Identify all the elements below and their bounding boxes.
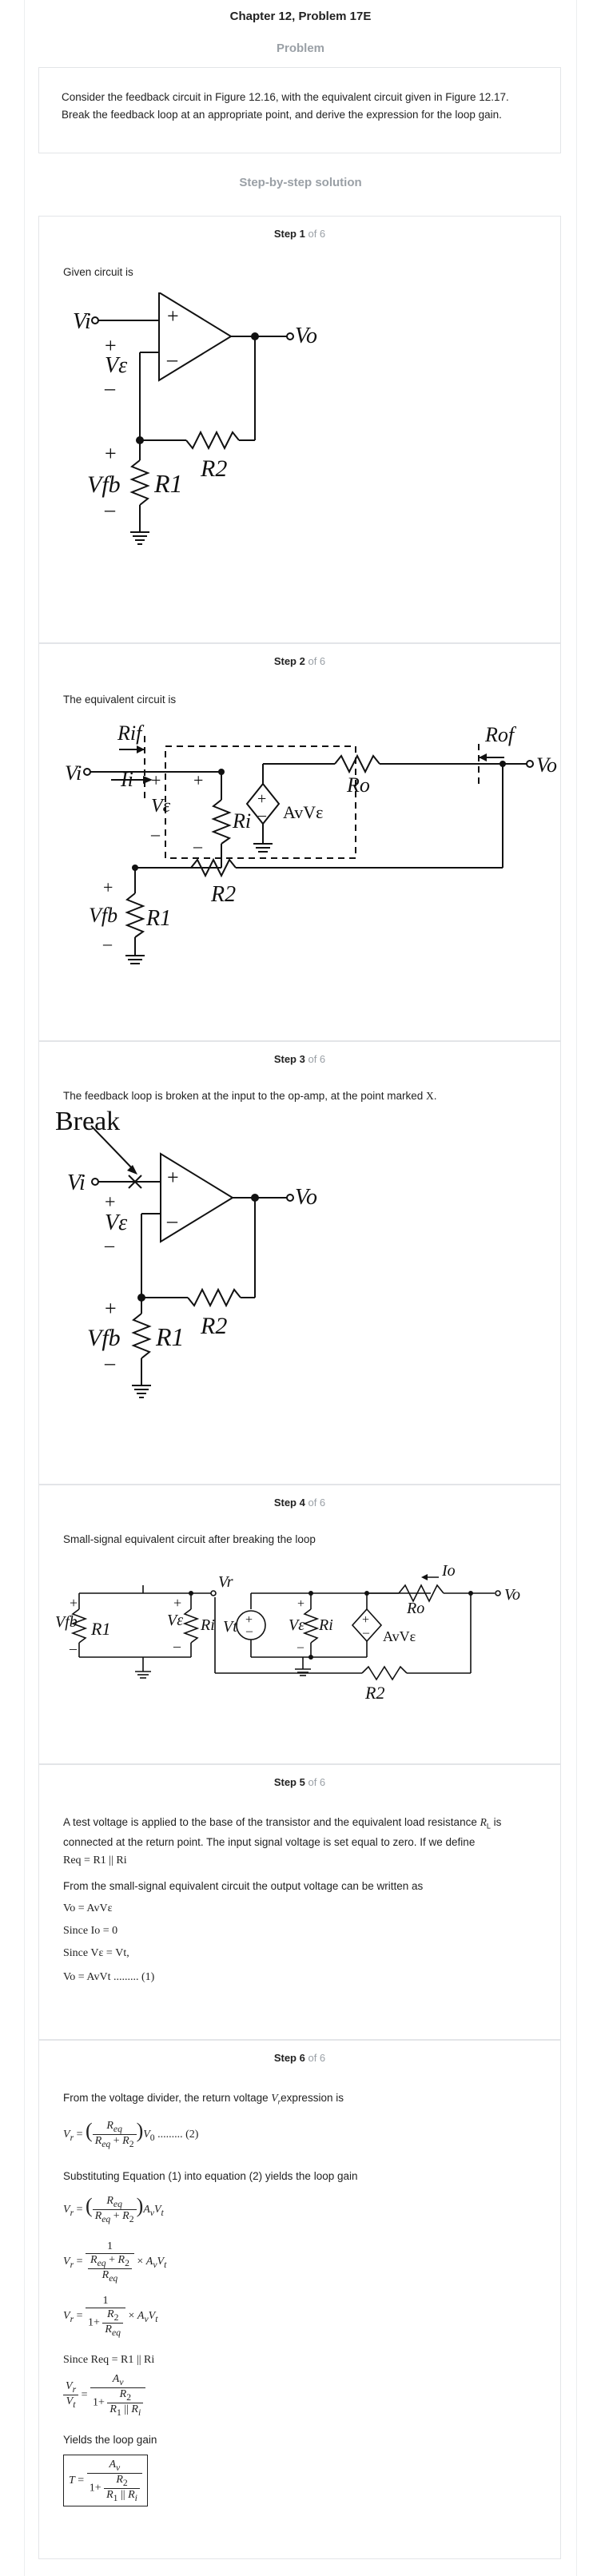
ve-minus-2: –: [151, 824, 160, 844]
avve-label: AvVε: [283, 802, 324, 822]
vfb-plus: +: [105, 442, 117, 465]
ri-label-4: Ri: [201, 1616, 215, 1634]
vo-label-3: Vo: [295, 1185, 317, 1210]
vi-label-3: Vi: [67, 1171, 86, 1195]
step-3-heading: Step 3 of 6: [273, 1053, 326, 1065]
vt-minus: –: [246, 1624, 253, 1638]
step-6-heading: Step 6 of 6: [273, 2052, 326, 2064]
step-3-circuit: [55, 1106, 375, 1457]
step-6-card: [38, 2040, 561, 2559]
step-1-text: Given circuit is: [63, 266, 133, 278]
vr-label: Vr: [218, 1573, 233, 1591]
step-5-text-2: From the small-signal equivalent circuit the output voltage can be written as: [63, 1880, 424, 1892]
step-6-text-1: From the voltage divider, the return voltage $V_rexpression$ is: [63, 2092, 344, 2106]
ve-minus: –: [105, 376, 115, 400]
problem-heading: Problem: [276, 42, 324, 55]
r2-label: R2: [201, 455, 228, 482]
step-4-heading: Step 4 of 6: [273, 1497, 326, 1509]
vo-label-4: Vo: [504, 1586, 520, 1604]
step-6-eq-6: T = $A_v$ 1+ $\frac{R_2}{R_1 || R_i}$: [63, 2455, 148, 2506]
vfb-plus-2: +: [103, 877, 113, 897]
step-5-heading: Step 5 of 6: [273, 1776, 326, 1788]
problem-card: [38, 67, 561, 153]
step-5-eq-5: Vo = AvVt ......... (1): [63, 1971, 155, 1983]
vt-plus: +: [245, 1613, 253, 1627]
step-6-eq-2: $V_r$ = ( $\frac{R_{eq}}{R_{eq} + R_2}$ )$A_vV_t$: [63, 2194, 164, 2225]
step-6-eq-3: $V_r$ = $\frac{1}{\frac{R_{eq} + R_2}{R_{eq}}}$ × $A_vV_t$: [63, 2240, 167, 2284]
r2-label-2: R2: [211, 882, 237, 907]
step-1-heading: Step 1 of 6: [273, 228, 326, 240]
vfb-minus-3: –: [105, 1351, 115, 1374]
r1-label-2: R1: [146, 906, 172, 931]
step-5-eq-3: Since Io = 0: [63, 1925, 118, 1937]
ve-label-2: Vε: [151, 796, 171, 817]
vfb-minus-4: –: [70, 1640, 77, 1656]
vfb-label: Vfb: [87, 471, 121, 498]
step-2-circuit: [47, 716, 559, 1036]
step-1-circuit: [55, 292, 375, 628]
opamp-minus: –: [167, 348, 177, 371]
vi-label: Vi: [73, 309, 91, 334]
step-1-card: [38, 216, 561, 643]
step-6-text-3: Since Req = R1 || Ri: [63, 2354, 155, 2366]
vfb-plus-4: +: [70, 1595, 78, 1611]
problem-text: Consider the feedback circuit in Figure 12.16, with the equivalent circuit given in Figure 12.17. Break the feedback loop at an appropriate point, and derive the expression for the loop gain.: [62, 91, 509, 121]
ri-minus: –: [193, 836, 202, 856]
vfb-label-3: Vfb: [87, 1325, 121, 1351]
ve-label-4: Vε: [167, 1612, 184, 1629]
ve-plus-2: +: [151, 770, 161, 790]
break-label: Break: [55, 1107, 121, 1136]
ve-plus-5: +: [297, 1597, 305, 1611]
step-4-text: Small-signal equivalent circuit after breaking the loop: [63, 1533, 316, 1545]
ve-plus: +: [105, 334, 117, 357]
step-5-eq-2: Vo = AvVε: [63, 1902, 113, 1914]
step-6-eq-4: $V_r$ = 1 1+ $\frac{R_2}{R_{eq}}$ × $A_vV_t$: [63, 2295, 158, 2338]
source-minus: –: [258, 806, 266, 824]
r2-label-4: R2: [365, 1683, 385, 1703]
opamp-plus: +: [167, 304, 179, 328]
step-6-eq-1: $V_r$ = ( $\frac{R_{eq}}{R_{eq} + R_2}$ )$V_0$ ......... (2): [63, 2119, 199, 2150]
rof-label: Rof: [485, 723, 515, 746]
ve-minus-3: –: [105, 1235, 114, 1256]
step-5-text-1: A test voltage is applied to the base of the transistor and the equivalent load resistance $R_L$ is connected at the return point. The input signal voltage is set equal to zero. If we define: [63, 1816, 502, 1848]
ve-label-5: Vε: [289, 1616, 305, 1634]
r2-label-3: R2: [201, 1313, 228, 1339]
ro-label-4: Ro: [407, 1600, 425, 1617]
ve-label-3: Vε: [105, 1210, 128, 1235]
solution-heading: Step-by-step solution: [239, 176, 362, 189]
step-3-card: [38, 1041, 561, 1485]
ii-label: Ii: [121, 768, 133, 791]
ve-minus-5: –: [297, 1640, 304, 1654]
step-5-eq-1: Req = R1 || Ri: [63, 1854, 127, 1866]
ve-plus-3: +: [105, 1192, 116, 1213]
vt-label: Vt: [223, 1618, 237, 1636]
step-4-card: [38, 1485, 561, 1764]
vfb-plus-3: +: [105, 1297, 117, 1320]
ro-label: Ro: [347, 773, 370, 797]
step-4-circuit: [47, 1553, 559, 1761]
vfb-minus: –: [105, 498, 115, 521]
io-label: Io: [442, 1562, 456, 1580]
vo-label-2: Vo: [536, 753, 557, 777]
step-6-eq-5: $\frac{V_r}{V_t}$ = $A_v$ 1+ $\frac{R_2}{R_1 || R_i}$: [63, 2373, 145, 2417]
vfb-label-4: Vfb: [55, 1613, 78, 1631]
ve-plus-4: +: [173, 1595, 182, 1611]
step-2-card: [38, 643, 561, 1041]
ri-label-5: Ri: [319, 1616, 333, 1634]
r1-label-4: R1: [91, 1619, 111, 1639]
step-5-eq-4: Since Vε = Vt,: [63, 1947, 129, 1959]
ve-label: Vε: [105, 353, 128, 378]
ve-minus-4: –: [173, 1638, 181, 1654]
vfb-minus-2: –: [103, 933, 112, 953]
r1-label: R1: [154, 469, 183, 498]
step-6-text-4: Yields the loop gain: [63, 2434, 157, 2446]
source-plus: +: [257, 790, 267, 808]
rif-label: Rif: [117, 722, 142, 745]
r1-label-3: R1: [156, 1322, 185, 1351]
ri-label: Ri: [233, 809, 252, 833]
step-3-text: The feedback loop is broken at the input to the op-amp, at the point marked X.: [63, 1090, 437, 1102]
vfb-label-2: Vfb: [89, 904, 118, 927]
vo-label: Vo: [295, 324, 317, 348]
opamp-minus-3: –: [167, 1209, 177, 1232]
step-2-text: The equivalent circuit is: [63, 694, 177, 706]
vi-label-2: Vi: [65, 761, 82, 785]
src-minus-4: –: [363, 1626, 369, 1640]
avve-label-4: AvVε: [383, 1628, 416, 1644]
step-6-text-2: Substituting Equation (1) into equation (2) yields the loop gain: [63, 2170, 358, 2182]
step-5-card: [38, 1764, 561, 2040]
page-title: Chapter 12, Problem 17E: [229, 10, 372, 23]
ri-plus: +: [193, 770, 204, 790]
step-2-heading: Step 2 of 6: [273, 655, 326, 667]
src-plus-4: +: [362, 1613, 370, 1627]
opamp-plus-3: +: [167, 1166, 179, 1189]
